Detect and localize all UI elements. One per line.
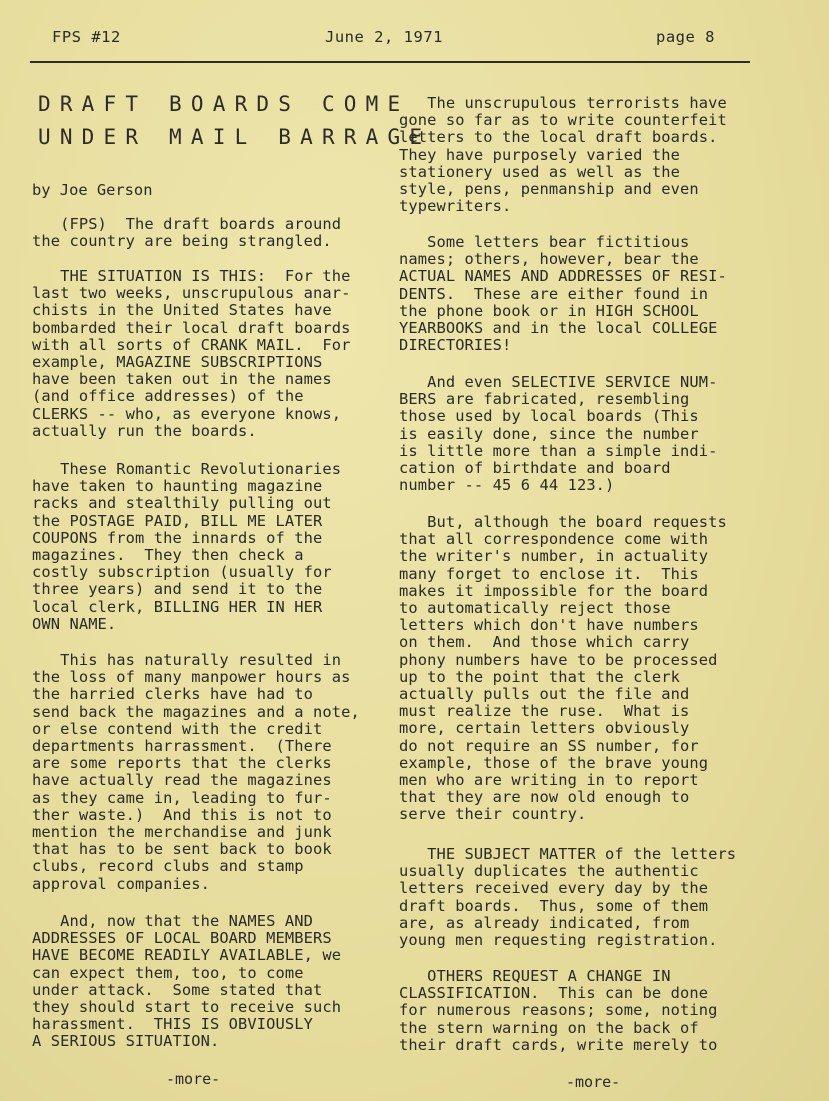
continued-marker-right: -more-	[566, 1073, 621, 1091]
right-paragraph-5: THE SUBJECT MATTER of the letters usually duplicates the authentic letters received every day by the draft boards. Thus, some of them are, as already indicated, from young men requesting registration.	[399, 845, 737, 950]
left-paragraph-4: This has naturally resulted in the loss of many manpower hours as the harried clerks have had to send back the magazines and a note, or else contend with the credit departments harrassment. (There are some reports that the clerks have actually read the magazines as they came in, leading to fur- ther waste.) And this is not to mention the merchandise and junk that has to be sent back to book clubs, record clubs and stamp approval companies.	[32, 651, 360, 893]
right-paragraph-3: And even SELECTIVE SERVICE NUM- BERS are fabricated, resembling those used by local boards (This is easily done, since the number is little more than a simple indi- cation of birthdate and board number -- 45 6 44 123.)	[399, 373, 718, 495]
left-paragraph-3: These Romantic Revolutionaries have taken to haunting magazine racks and stealthily pulling out the POSTAGE PAID, BILL ME LATER COUPONS from the innards of the magazines. They then check a costly subscription (usually for three years) and send it to the local clerk, BILLING HER IN HER OWN NAME.	[32, 460, 342, 633]
right-paragraph-1: The unscrupulous terrorists have gone so far as to write counterfeit letters to the local draft boards. They have purposely varied the stationery used as well as the style, pens, penmanship and even typewriters.	[399, 94, 727, 216]
right-paragraph-6: OTHERS REQUEST A CHANGE IN CLASSIFICATION. This can be done for numerous reasons; some, noting the stern warning on the back of their draft cards, write merely to	[399, 967, 718, 1054]
left-paragraph-5: And, now that the NAMES AND ADDRESSES OF LOCAL BOARD MEMBERS HAVE BECOME READILY AVAILABLE, we can expect them, too, to come under attack. Some stated that they should start to receive such harassment. THIS IS OBVIOUSLY A SERIOUS SITUATION.	[32, 912, 342, 1051]
left-paragraph-1: (FPS) The draft boards around the country are being strangled.	[32, 215, 342, 251]
issue-number: FPS #12	[52, 28, 121, 46]
right-paragraph-2: Some letters bear fictitious names; others, however, bear the ACTUAL NAMES AND ADDRESSES OF RESI- DENTS. These are either found in the phone book or in HIGH SCHOOL YEARBOOKS and in the local COLLEGE DIRECTORIES!	[399, 233, 727, 355]
headline-line-1: DRAFT BOARDS COME	[38, 92, 410, 116]
left-paragraph-2: THE SITUATION IS THIS: For the last two weeks, unscrupulous anar- chists in the United States have bombarded their local draft boards with all sorts of CRANK MAIL. For example, MAGAZINE SUBSCRIPTIONS have been taken out in the names (and office addresses) of the CLERKS -- who, as everyone knows, actually run the boards.	[32, 267, 351, 440]
right-paragraph-4: But, although the board requests that all correspondence come with the writer's number, in actuality many forget to enclose it. This makes it impossible for the board to automatically reject those letters which don't have numbers on them. And those which carry phony numbers have to be processed up to the point that the clerk actually pulls out the file and must realize the ruse. What is more, certain letters obviously do not require an SS number, for example, those of the brave young men who are writing in to report that they are now old enough to serve their country.	[399, 513, 727, 824]
issue-date: June 2, 1971	[325, 28, 443, 46]
headline-line-2: UNDER MAIL BARRAGE	[38, 125, 432, 149]
continued-marker-left: -more-	[166, 1070, 221, 1088]
header-rule	[30, 61, 750, 63]
byline: by Joe Gerson	[32, 181, 153, 199]
page-number: page 8	[656, 28, 715, 46]
